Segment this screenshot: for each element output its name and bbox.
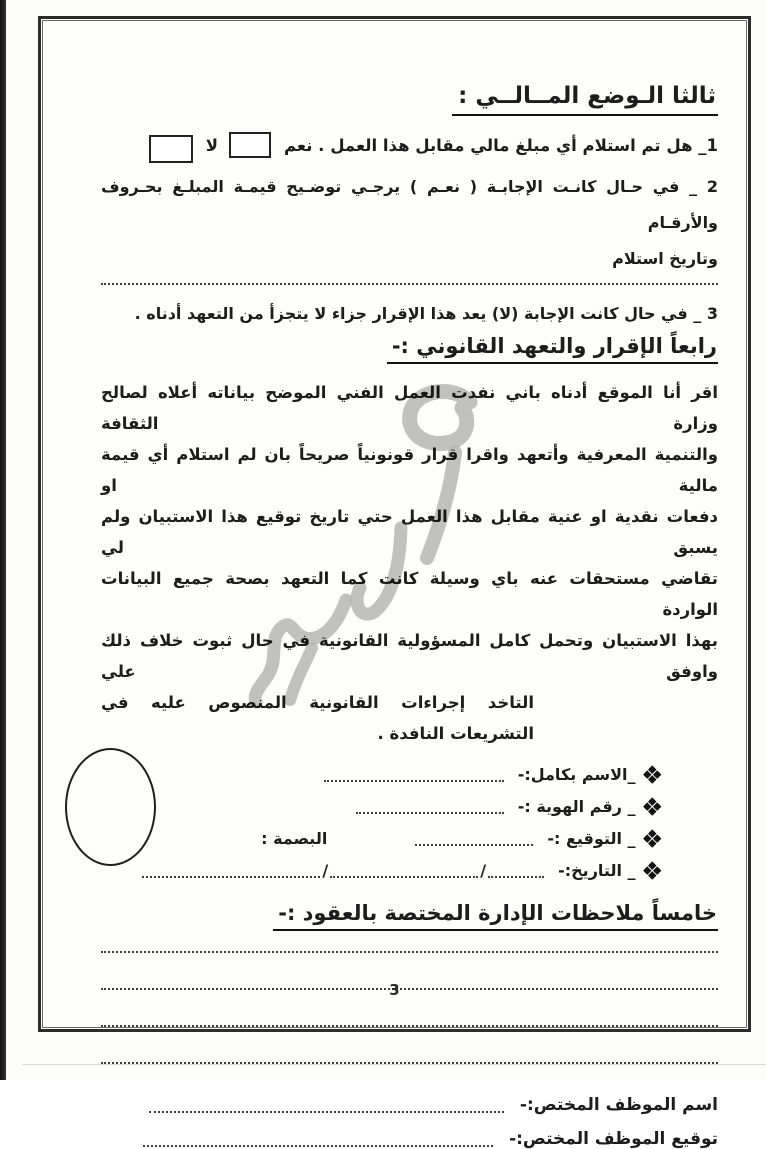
full-name-label: _الاسم بكامل:- [517,764,636,784]
date-label: _ التاريخ:- [558,860,636,880]
paragraph-line: والتنمية المعرفية وأتعهد واقرا قرار قونونياً صريحاً بان لم استلام أي قيمة مالية او [101,445,718,495]
officer-name-input-line[interactable] [149,1098,504,1113]
id-number-row [101,790,658,822]
date-separator: / [480,860,487,880]
section-three-title-text: ثالثا الـوضع المــالــي : [452,83,718,116]
date-separator: / [322,860,329,880]
declaration-fields [101,758,718,886]
officer-signature-input-line[interactable] [143,1132,493,1147]
amount-answer-line[interactable] [101,279,718,285]
full-name-row [101,758,658,790]
paragraph-line: تقاضي مستحقات عنه باي وسيلة كانت كما التعهد بصحة جميع البيانات الواردة [101,569,718,619]
paragraph-line: التاخد إجراءات القانونية المنصوص عليه في التشريعات النافدة . [101,693,534,743]
legal-declaration-paragraph [101,377,718,749]
signature-input-line[interactable] [415,831,533,846]
fingerprint-oval [65,748,156,866]
paragraph-line: اقر أنا الموقع أدناه باني نفدت العمل الفني الموضح بياناته أعلاه لصالح وزارة الثقافة [101,383,718,433]
date-year-line[interactable] [142,863,320,878]
scan-line-artifact [22,1064,766,1065]
fingerprint-label: البصمة : [261,828,328,848]
officer-name-label: اسم الموظف المختص:- [519,1095,718,1115]
four-diamond-bullet-icon [643,765,661,783]
date-day-line[interactable] [488,863,544,878]
officer-signature-label: توقيع الموظف المختص:- [509,1129,718,1149]
section-three-title [101,83,718,116]
scan-edge-artifact [0,0,6,1080]
full-name-input-line[interactable] [324,767,504,782]
officer-name-row [101,1095,718,1115]
page-border-frame [38,16,751,1149]
inner-border [42,20,747,1149]
section-five-title [101,901,718,931]
no-checkbox[interactable] [149,135,193,163]
notes-line-3[interactable] [101,1021,718,1027]
no-label: لا [205,135,218,155]
notes-area [101,947,718,1064]
question-1-row [101,131,718,159]
section-four-title-text: رابعاً الإقرار والتعهد القانوني :- [387,334,718,364]
yes-checkbox[interactable] [229,132,271,158]
officer-signature-row [101,1129,718,1149]
signature-row [101,822,658,854]
paragraph-line: بهذا الاستبيان وتحمل كامل المسؤولية القانونية في حال ثبوت خلاف ذلك واوفق علي [101,631,718,681]
date-row [101,854,658,886]
question-2-text-cont: وتاريخ استلام [612,249,718,268]
form-content [43,21,746,1149]
notes-line-1[interactable] [101,947,718,953]
four-diamond-bullet-icon [643,797,661,815]
date-month-line[interactable] [330,863,478,878]
four-diamond-bullet-icon [643,829,661,847]
section-four-title [101,334,718,364]
question-2-text: 2 _ في حـال كانـت الإجابـة ( نعـم ) يرجـي توضـيح قيمـة المبلـغ بحـروف والأرقـام [101,177,718,232]
page-number: 3 [389,981,400,999]
four-diamond-bullet-icon [643,861,661,879]
signature-label: _ التوقيع :- [547,828,636,848]
section-five-title-text: خامساً ملاحظات الإدارة المختصة بالعقود :- [273,901,718,931]
paragraph-line: دفعات نقدية او عنية مقابل هذا العمل حتي تاريخ توقيع هذا الاستبيان ولم يسبق لي [101,507,718,557]
question-1-text: 1_ هل تم استلام أي مبلغ مالي مقابل هذا العمل . نعم [283,135,718,155]
notes-line-4[interactable] [101,1058,718,1064]
id-number-input-line[interactable] [356,799,504,814]
id-number-label: _ رقم الهوية :- [517,796,636,816]
question-3-text: 3 _ في حال كانت الإجابة (لا) يعد هذا الإقرار جزاء لا يتجزأ من التعهد أدناه . [134,304,718,323]
